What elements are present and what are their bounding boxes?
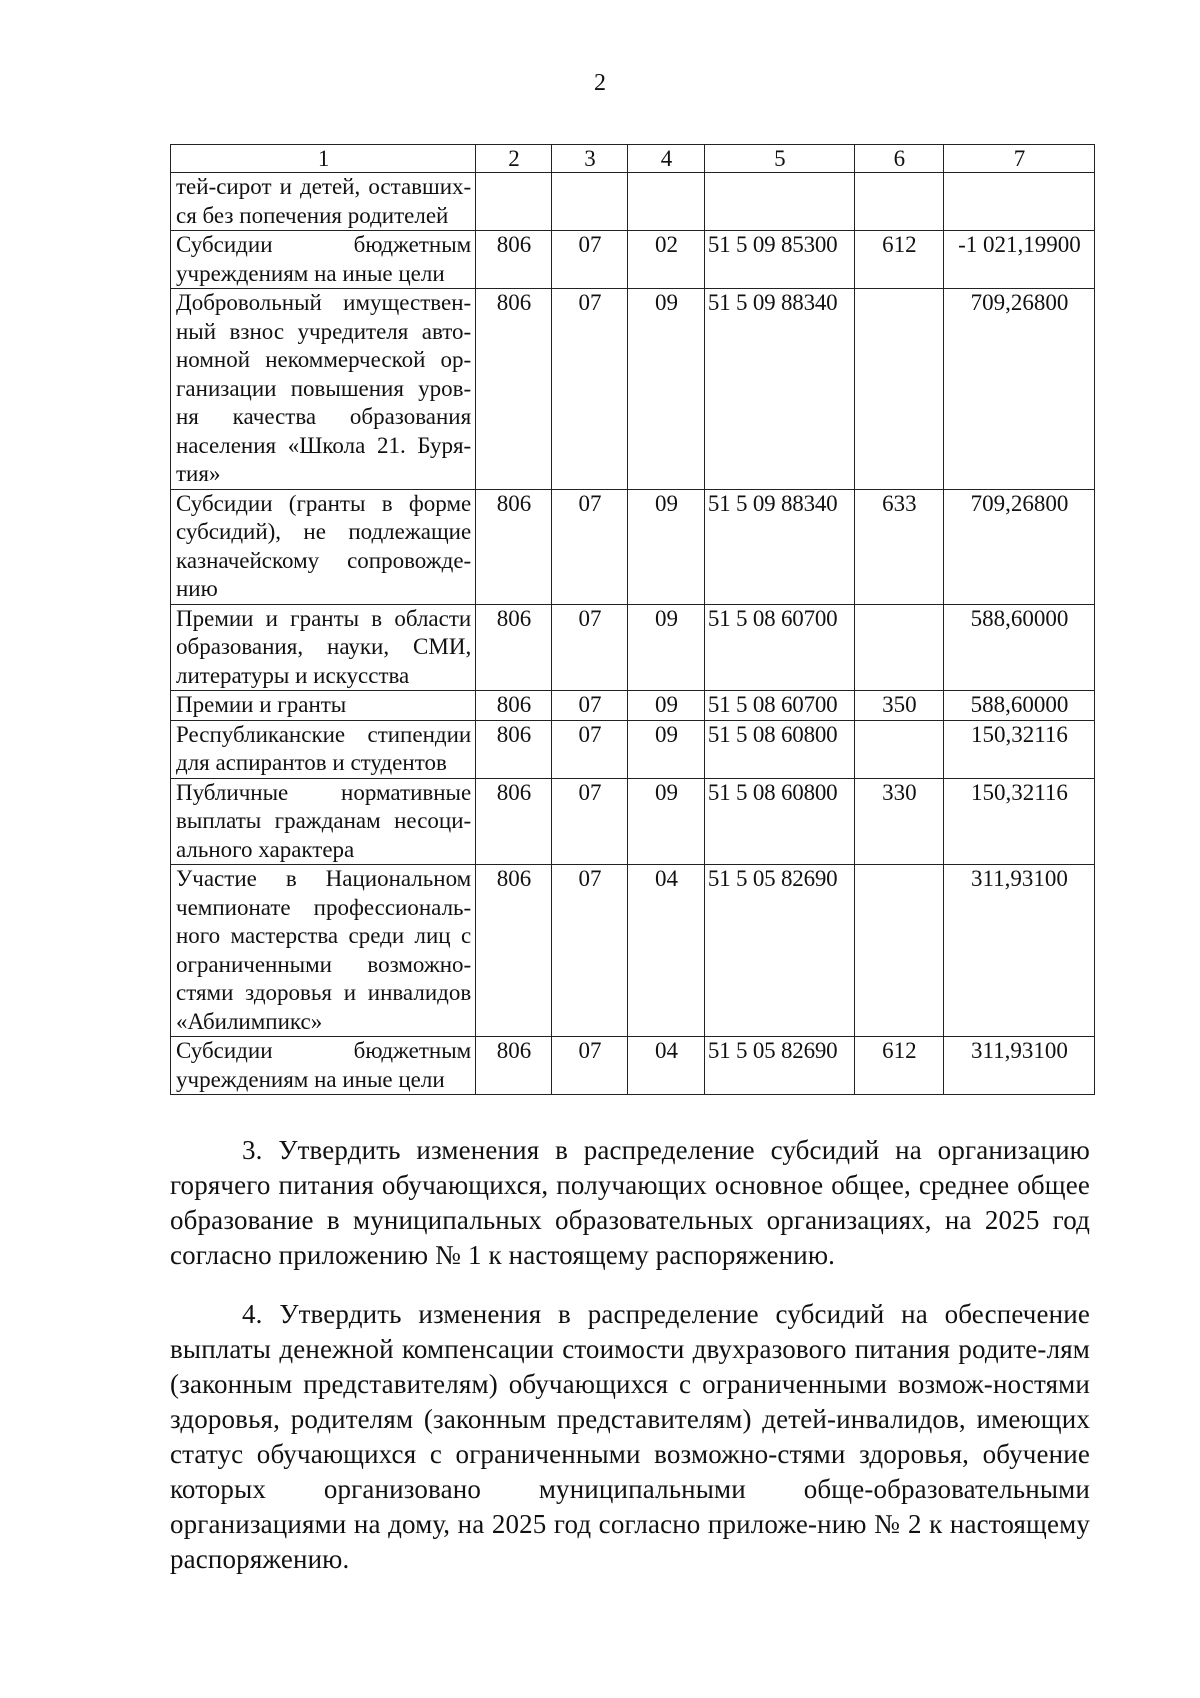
expense-type-cell [854, 720, 943, 778]
expense-name-cell: Публичные нормативные выплаты гражданам несоци-ального характера [171, 778, 476, 865]
ministry-code-cell [476, 173, 552, 231]
expense-name-cell: тей-сирот и детей, оставших-ся без попечения родителей [171, 173, 476, 231]
ministry-code-cell: 806 [476, 778, 552, 865]
header-cell: 3 [551, 145, 628, 173]
table-row [171, 173, 1095, 231]
amount-cell: 150,32116 [943, 778, 1094, 865]
expense-name-cell: Субсидии бюджетным учреждениям на иные цели [171, 231, 476, 289]
amount-cell: -1 021,19900 [943, 231, 1094, 289]
ministry-code-cell: 806 [476, 1037, 552, 1095]
section-code-cell: 07 [551, 489, 628, 604]
target-article-cell: 51 5 05 82690 [704, 865, 854, 1037]
section-code-cell: 07 [551, 289, 628, 490]
header-cell: 7 [943, 145, 1094, 173]
section-code-cell: 07 [551, 778, 628, 865]
subsection-code-cell: 02 [628, 231, 705, 289]
expense-type-cell: 633 [854, 489, 943, 604]
table-row [171, 489, 1095, 604]
subsection-code-cell [628, 173, 705, 231]
ministry-code-cell: 806 [476, 720, 552, 778]
expense-name-cell: Субсидии бюджетным учреждениям на иные цели [171, 1037, 476, 1095]
table-row [171, 720, 1095, 778]
ministry-code-cell: 806 [476, 604, 552, 691]
paragraph-4: 4. Утвердить изменения в распределение субсидий на обеспечение выплаты денежной компенсации стоимости двухразового питания родите-лям (законным представителям) обучающихся с ограниченными возмож-ностями здоровья, родителям (законным представителям) детей-инвалидов, имеющих статус обучающихся с ограниченными возможно-стями здоровья, обучение которых организовано муниципальными обще-образовательными организациями на дому, на 2025 год согласно приложе-нию № 2 к настоящему распоряжению. [170, 1299, 1090, 1574]
expense-name-cell: Добровольный имуществен-ный взнос учредителя авто-номной некоммерческой ор-ганизации повышения уров-ня качества образования населения «Школа 21. Буря-тия» [171, 289, 476, 490]
amount-cell: 709,26800 [943, 289, 1094, 490]
section-code-cell: 07 [551, 1037, 628, 1095]
subsection-code-cell: 04 [628, 865, 705, 1037]
expense-type-cell [854, 865, 943, 1037]
ministry-code-cell: 806 [476, 231, 552, 289]
expense-type-cell [854, 173, 943, 231]
expense-type-cell: 350 [854, 691, 943, 721]
table-row [171, 778, 1095, 865]
table-row [171, 1037, 1095, 1095]
header-cell: 4 [628, 145, 705, 173]
section-code-cell: 07 [551, 865, 628, 1037]
section-code-cell: 07 [551, 691, 628, 721]
subsection-code-cell: 09 [628, 691, 705, 721]
header-cell: 2 [476, 145, 552, 173]
subsection-code-cell: 09 [628, 778, 705, 865]
target-article-cell [704, 173, 854, 231]
expense-type-cell [854, 289, 943, 490]
section-code-cell: 07 [551, 231, 628, 289]
ministry-code-cell: 806 [476, 489, 552, 604]
expense-type-cell: 612 [854, 231, 943, 289]
expense-type-cell: 612 [854, 1037, 943, 1095]
ministry-code-cell: 806 [476, 691, 552, 721]
section-code-cell: 07 [551, 720, 628, 778]
target-article-cell: 51 5 08 60700 [704, 604, 854, 691]
target-article-cell: 51 5 09 85300 [704, 231, 854, 289]
table-row [171, 231, 1095, 289]
section-code-cell: 07 [551, 604, 628, 691]
amount-cell [943, 173, 1094, 231]
header-cell: 6 [854, 145, 943, 173]
expense-name-cell: Премии и гранты [171, 691, 476, 721]
expense-name-cell: Участие в Национальном чемпионате профессиональ-ного мастерства среди лиц с ограниченными возможно-стями здоровья и инвалидов «Абилимпикс» [171, 865, 476, 1037]
subsection-code-cell: 04 [628, 1037, 705, 1095]
target-article-cell: 51 5 09 88340 [704, 289, 854, 490]
amount-cell: 311,93100 [943, 1037, 1094, 1095]
expense-name-cell: Республиканские стипендии для аспирантов и студентов [171, 720, 476, 778]
amount-cell: 709,26800 [943, 489, 1094, 604]
table-row [171, 289, 1095, 490]
target-article-cell: 51 5 05 82690 [704, 1037, 854, 1095]
header-cell: 5 [704, 145, 854, 173]
ministry-code-cell: 806 [476, 289, 552, 490]
table-row [171, 691, 1095, 721]
expense-type-cell [854, 604, 943, 691]
subsection-code-cell: 09 [628, 489, 705, 604]
subsection-code-cell: 09 [628, 289, 705, 490]
target-article-cell: 51 5 08 60800 [704, 778, 854, 865]
subsection-code-cell: 09 [628, 604, 705, 691]
header-cell: 1 [171, 145, 476, 173]
ministry-code-cell: 806 [476, 865, 552, 1037]
target-article-cell: 51 5 09 88340 [704, 489, 854, 604]
subsection-code-cell: 09 [628, 720, 705, 778]
target-article-cell: 51 5 08 60700 [704, 691, 854, 721]
amount-cell: 311,93100 [943, 865, 1094, 1037]
amount-cell: 588,60000 [943, 691, 1094, 721]
table-row [171, 604, 1095, 691]
expense-name-cell: Субсидии (гранты в форме субсидий), не подлежащие казначейскому сопровожде-нию [171, 489, 476, 604]
expense-name-cell: Премии и гранты в области образования, науки, СМИ, литературы и искусства [171, 604, 476, 691]
table-row [171, 865, 1095, 1037]
paragraph-3: 3. Утвердить изменения в распределение субсидий на организацию горячего питания обучающихся, получающих основное общее, среднее общее образование в муниципальных образовательных организациях, на 2025 год согласно приложению № 1 к настоящему распоряжению. [170, 1135, 1090, 1270]
budget-table [170, 144, 1095, 1095]
page-number: 2 [594, 70, 606, 96]
target-article-cell: 51 5 08 60800 [704, 720, 854, 778]
amount-cell: 588,60000 [943, 604, 1094, 691]
section-code-cell [551, 173, 628, 231]
expense-type-cell: 330 [854, 778, 943, 865]
table-header-row [171, 145, 1095, 173]
amount-cell: 150,32116 [943, 720, 1094, 778]
